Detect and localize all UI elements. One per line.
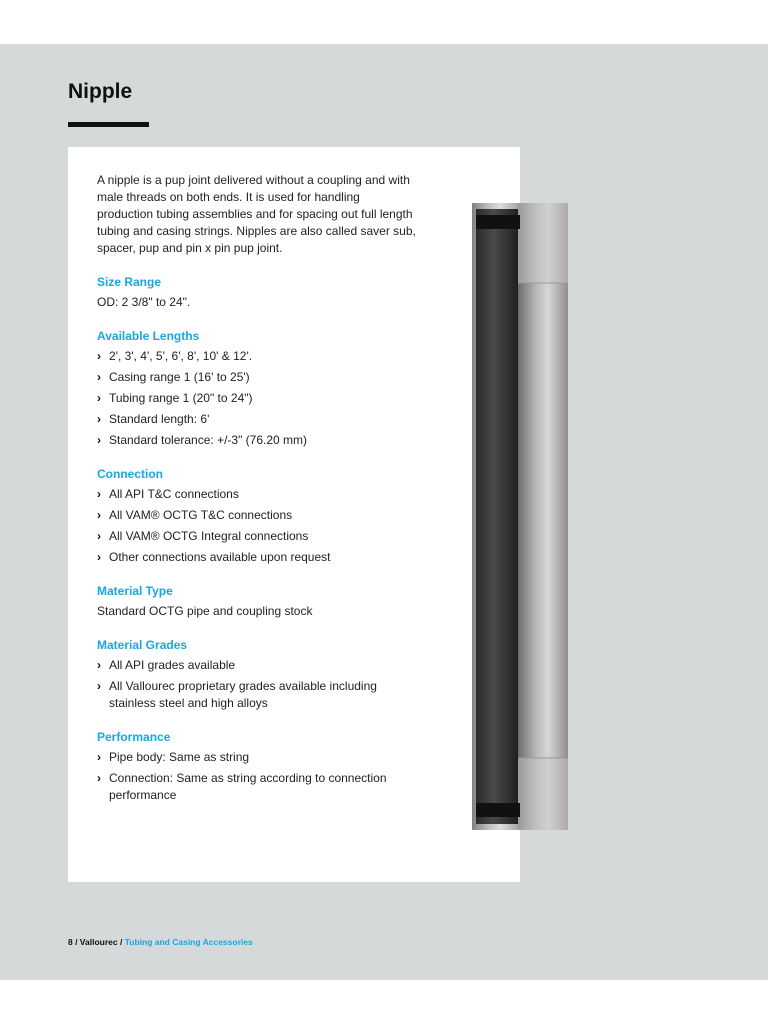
performance-list — [97, 749, 417, 804]
chevron-right-icon: › — [97, 771, 101, 785]
grades-list — [97, 657, 417, 712]
list-item: › Standard tolerance: +/-3" (76.20 mm) — [97, 433, 308, 447]
list-item: › 2', 3', 4', 5', 6', 8', 10' & 12'. — [97, 349, 253, 363]
size-range-section — [97, 274, 417, 311]
chevron-right-icon: › — [97, 508, 101, 522]
section-heading: Material Grades — [97, 638, 188, 652]
list-item: › Pipe body: Same as string — [97, 750, 250, 764]
section-heading: Available Lengths — [97, 329, 200, 343]
section-heading: Performance — [97, 730, 171, 744]
list-item: › Tubing range 1 (20" to 24") — [97, 391, 253, 405]
list-item: › All API T&C connections — [97, 487, 239, 501]
chevron-right-icon: › — [97, 658, 101, 672]
section-heading: Connection — [97, 467, 163, 481]
performance-section — [97, 729, 417, 804]
material-type-text: Standard OCTG pipe and coupling stock — [97, 604, 313, 618]
chevron-right-icon: › — [97, 370, 101, 384]
chevron-right-icon: › — [97, 391, 101, 405]
chevron-right-icon: › — [97, 412, 101, 426]
chevron-right-icon: › — [97, 349, 101, 363]
available-lengths-section — [97, 328, 417, 449]
chevron-right-icon: › — [97, 679, 101, 693]
list-item: › All API grades available — [97, 658, 236, 672]
lengths-list — [97, 348, 417, 449]
section-heading: Size Range — [97, 275, 162, 289]
footer-page-label: 8 / Vallourec / — [68, 937, 125, 947]
material-type-section — [97, 583, 417, 620]
section-heading: Material Type — [97, 584, 173, 598]
list-item: › Standard length: 6' — [97, 412, 210, 426]
chevron-right-icon: › — [97, 487, 101, 501]
connection-section — [97, 466, 417, 566]
material-grades-section — [97, 637, 417, 712]
page-footer — [68, 937, 253, 947]
size-range-text: OD: 2 3/8" to 24". — [97, 295, 191, 309]
chevron-right-icon: › — [97, 550, 101, 564]
list-item: › Casing range 1 (16' to 25') — [97, 370, 250, 384]
content-body — [97, 172, 417, 821]
chevron-right-icon: › — [97, 529, 101, 543]
footer-section-label: Tubing and Casing Accessories — [124, 937, 253, 947]
nipple-pipe-image — [472, 203, 568, 830]
intro-paragraph: A nipple is a pup joint delivered without a coupling and with male threads on both ends. It is used for handling production tubing assemblies and for spacing out full length tubing and casing strings. Nipples are also called saver sub, spacer, pup and pin x pin pup joint. — [97, 173, 416, 255]
list-item: › Other connections available upon request — [97, 550, 331, 564]
chevron-right-icon: › — [97, 433, 101, 447]
list-item: › Connection: Same as string according to connection performance — [97, 771, 387, 802]
list-item: › All Vallourec proprietary grades available including stainless steel and high alloys — [97, 679, 377, 710]
list-item: › All VAM® OCTG Integral connections — [97, 529, 309, 543]
page-title: Nipple — [68, 80, 133, 103]
connection-list — [97, 486, 417, 566]
list-item: › All VAM® OCTG T&C connections — [97, 508, 293, 522]
title-underline — [68, 122, 149, 127]
chevron-right-icon: › — [97, 750, 101, 764]
